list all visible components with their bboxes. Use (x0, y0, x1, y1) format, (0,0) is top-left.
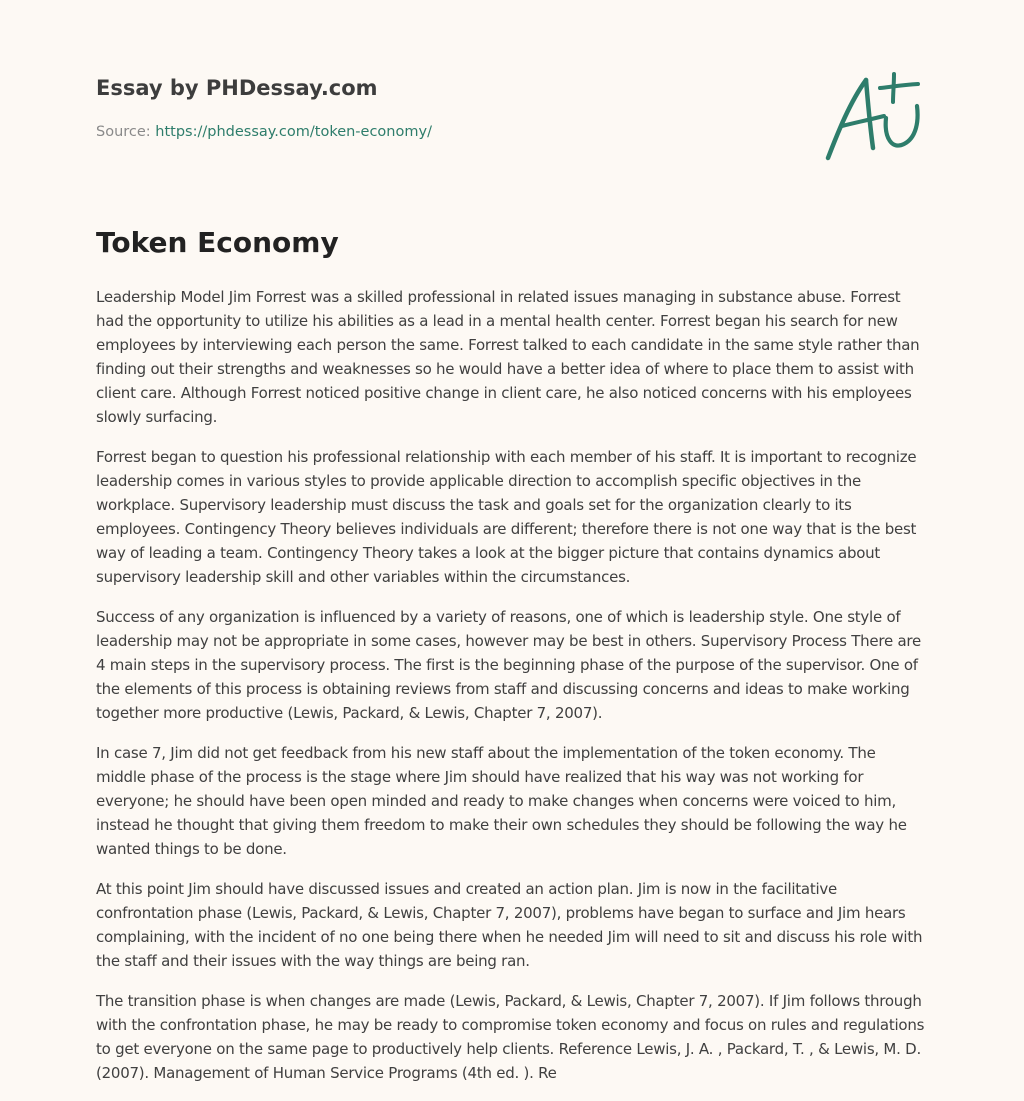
essay-paragraph: Success of any organization is influenced by a variety of reasons, one of which is leadership style. One style of leadership may not be appropriate in some cases, however may be best in others. Supervisory Process There are 4 main steps in the supervisory process. The first is the beginning phase of the purpose of the supervisor. One of the elements of this process is obtaining reviews from staff and discussing concerns and ideas to make working together more productive (Lewis, Packard, & Lewis, Chapter 7, 2007). (96, 608, 921, 722)
source-label: Source: (96, 124, 156, 140)
essay-body (96, 285, 928, 1101)
essay-paragraph: Forrest began to question his professional relationship with each member of his staff. It is important to recognize leadership comes in various styles to provide applicable direction to accomplish specific objectives in the workplace. Supervisory leadership must discuss the task and goals set for the organization clearly to its employees. Contingency Theory believes individuals are different; therefore there is not one way that is the best way of leading a team. Contingency Theory takes a look at the bigger picture that contains dynamics about supervisory leadership skill and other variables within the circumstances. (96, 448, 917, 586)
essay-title: Token Economy (96, 226, 339, 259)
source-link[interactable]: https://phdessay.com/token-economy/ (155, 124, 432, 140)
essay-paragraph: At this point Jim should have discussed issues and created an action plan. Jim is now in the facilitative confrontation phase (Lewis, Packard, & Lewis, Chapter 7, 2007), problems have began to surface and Jim hears complaining, with the incident of no one being there when he needed Jim will need to sit and discuss his role with the staff and their issues with the way things are being ran. (96, 880, 923, 970)
source-line (96, 124, 432, 140)
essay-paragraph: In case 7, Jim did not get feedback from his new staff about the implementation of the token economy. The middle phase of the process is the stage where Jim should have realized that his way was not working for everyone; he should have been open minded and ready to make changes when concerns were voiced to him, instead he thought that giving them freedom to make their own schedules they should be following the way he wanted things to be done. (96, 744, 907, 858)
essay-paragraph: The transition phase is when changes are made (Lewis, Packard, & Lewis, Chapter 7, 2007). If Jim follows through with the confrontation phase, he may be ready to compromise token economy and focus on rules and regulations to get everyone on the same page to productively help clients. Reference Lewis, J. A. , Packard, T. , & Lewis, M. D. (2007). Management of Human Service Programs (4th ed. ). Re (96, 992, 925, 1082)
essay-paragraph: Leadership Model Jim Forrest was a skilled professional in related issues managing in substance abuse. Forrest had the opportunity to utilize his abilities as a lead in a mental health center. Forrest began his search for new employees by interviewing each person the same. Forrest talked to each candidate in the same style rather than finding out their strengths and weaknesses so he would have a better idea of where to place them to assist with client care. Although Forrest noticed positive change in client care, he also noticed concerns with his employees slowly surfacing. (96, 288, 920, 426)
a-plus-logo-icon (824, 68, 924, 164)
brand-title: Essay by PHDessay.com (96, 76, 378, 100)
